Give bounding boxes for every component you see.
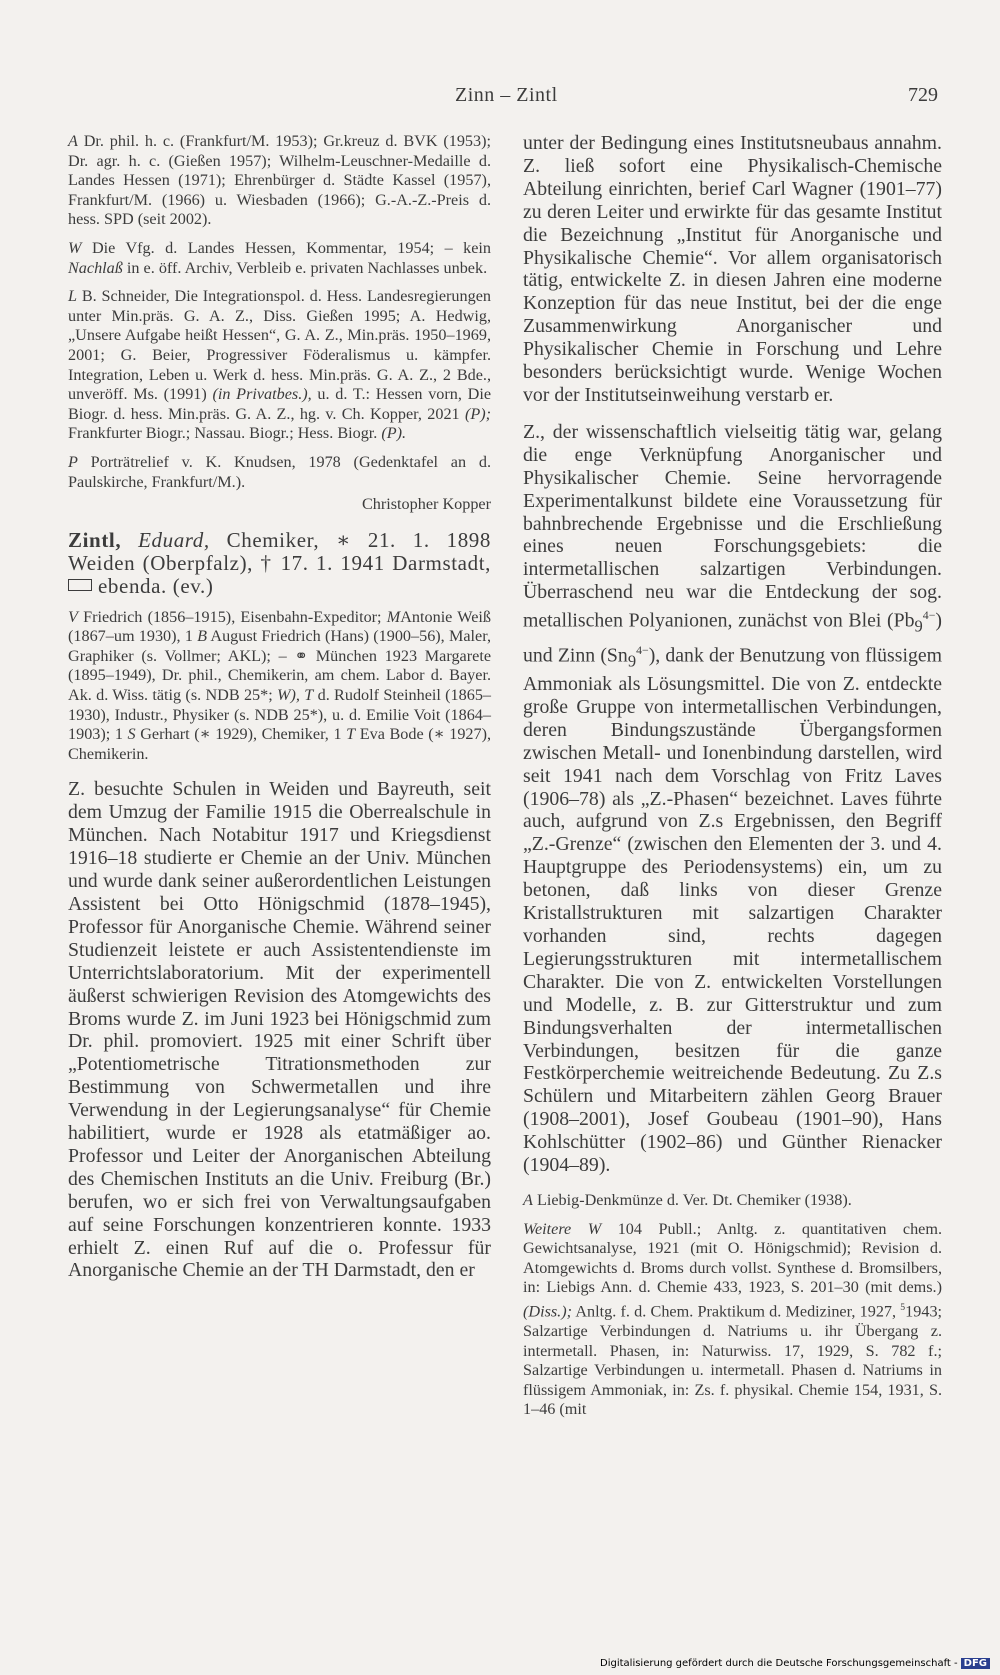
superscript: 4− <box>922 608 936 623</box>
award-paragraph <box>523 1191 942 1211</box>
further-works-text: 104 Publl.; Anltg. z. quantitativen chem. Gewichtsanalyse, 1921 (mit O. Hönigschmid); Revision d. Atomgewichts d. Broms durch vollst. Synthese d. Bromsilbers, in: Liebigs Ann. d. Chemie 433, 1923, S. 201–30 (mit dems.) <box>523 1219 942 1297</box>
works-paragraph <box>68 239 491 278</box>
body-text: ) und Zinn (Sn <box>523 609 942 667</box>
family-label-t: T <box>304 686 314 705</box>
award-label: A <box>523 1190 533 1209</box>
portraits-label: P <box>68 452 78 471</box>
literature-italic-1: (in Privatbes.), <box>212 385 312 404</box>
page-number: 729 <box>908 84 938 106</box>
entry-surname: Zintl, <box>68 527 122 552</box>
entry-life-dates: Chemiker, ∗ 21. 1. 1898 Weiden (Oberpfalz), † 17. 1. 1941 Darmstadt, <box>68 527 491 575</box>
further-works-paragraph <box>523 1220 942 1420</box>
family-text: Gerhart (∗ 1929), Chemiker, 1 <box>140 725 342 744</box>
edition-superscript: 5 <box>900 1301 906 1313</box>
author-signature: Christopher Kopper <box>361 495 491 514</box>
family-label-s: S <box>127 725 136 744</box>
family-text: Eva Bode (∗ 1927), Chemikerin. <box>68 725 492 763</box>
family-paragraph <box>68 608 491 765</box>
further-works-text: Anltg. f. d. Chem. Praktikum d. Mediziner, 1927, <box>575 1302 897 1321</box>
page-header <box>0 84 1000 114</box>
family-label-t2: T <box>346 725 356 744</box>
superscript: 4− <box>636 642 649 657</box>
biography-body-right-1: unter der Bedingung eines Institutsneubaus annahm. Z. ließ sofort eine Physikalisch-Chemische Abteilung einrichten, berief Carl Wagner (1901–77) zu deren Leiter und erwirkte für das gesamte Institut die Bezeichnung „Institut für Anorganische und Physikalische Chemie“. Vor allem organisatorisch tätig, entwickelte Z. in diesen Jahren eine moderne Konzeption für das neue Institut, bei der die enge Zusammenwirkung Anorganischer und Physikalischer Chemie in Forschung und Lehre besonders berücksichtigt wurde. Wenige Wochen vor der Institutseinweihung verstarb er. <box>523 132 942 406</box>
award-text: Liebig-Denkmünze d. Ver. Dt. Chemiker (1938). <box>536 1190 852 1209</box>
literature-text-3: Frankfurter Biogr.; Nassau. Biogr.; Hess. Biogr. <box>68 424 378 443</box>
literature-text-1: B. Schneider, Die Integrationspol. d. Hess. Landesregierungen unter Min.präs. G. A. Z., Diss. Gießen 1995; A. Hedwig, „Unsere Aufgabe heißt Hessen“, G. A. Z., Min.präs. 1950–1969, 2001; G. Beier, Progressiver Föderalismus u. kämpfer. Integration, Leben u. Werk d. hess. Min.präs. G. A. Z., 2 Bde., unveröff. Ms. (1991) <box>68 287 491 404</box>
further-works-italic: (Diss.); <box>523 1302 573 1321</box>
right-column <box>523 132 942 1420</box>
works-italic: Nachlaß <box>68 258 123 277</box>
family-text: Antonie Weiß (1867–um 1930), 1 <box>68 607 491 646</box>
entry-heading <box>68 529 491 598</box>
subscript: 9 <box>627 651 637 671</box>
digitization-footer <box>600 1658 990 1669</box>
family-text: Friedrich (1856–1915), Eisenbahn-Expeditor; <box>83 607 382 626</box>
biography-body-left: Z. besuchte Schulen in Weiden und Bayreuth, seit dem Umzug der Familie 1915 die Oberrealschule in München. Nach Notabitur 1917 und Kriegsdienst 1916–18 studierte er Chemie an der Univ. München und wurde dank seiner außerordentlichen Leistungen Assistent bei Otto Hönigschmid (1878–1945), Professor für Anorganische Chemie. Während seiner Studienzeit leistete er auch Assistentendienste im Unterrichtslaboratorium. Mit der experimentell äußerst schwierigen Revision des Atomgewichts des Broms wurde Z. im Juni 1923 bei Hönigschmid zum Dr. phil. promoviert. 1925 mit einer Schrift über „Potentiometrische Titrationsmethoden zur Bestimmung von Schwermetallen und ihre Verwendung in der Legierungsanalyse“ für Chemie habilitiert, wurde er 1928 als etatmäßiger ao. Professor und Leiter der Anorganischen Abteilung des Chemischen Instituts an die Univ. Freiburg (Br.) berufen, wo er sich frei von Verwaltungsaufgaben auf seine Forschungen konzentrieren konnte. 1933 erhielt Z. einen Ruf auf die o. Professur für Anorganische Chemie an der TH Darmstadt, den er <box>68 778 491 1282</box>
literature-paragraph <box>68 287 491 444</box>
left-column <box>68 132 491 1282</box>
family-label-w: W), <box>277 686 300 705</box>
awards-text: Dr. phil. h. c. (Frankfurt/M. 1953); Gr.kreuz d. BVK (1953); Dr. agr. h. c. (Gießen 1957); Wilhelm-Leuschner-Medaille d. Landes Hessen (1971); Ehrenbürger d. Städte Kassel (1957), Frankfurt/M. (1966) u. Wiesbaden (1966); G.-A.-Z.-Preis d. hess. SPD (seit 2002). <box>68 132 492 229</box>
running-title: Zinn – Zintl <box>455 84 558 106</box>
portraits-paragraph <box>68 453 491 492</box>
works-label: W <box>68 238 82 257</box>
works-text-1: Die Vfg. d. Landes Hessen, Kommentar, 1954; – kein <box>91 238 492 257</box>
literature-italic-3: (P). <box>381 424 407 443</box>
entry-burial: ebenda. (ev.) <box>98 573 214 598</box>
family-text: August Friedrich (Hans) (1900–56), Maler, Graphiker (s. Vollmer; AKL); – ⚭ München 1923 Margarete (1895–1949), Dr. phil., Chemikerin, am chem. Labor d. Bayer. Ak. d. Wiss. tätig (s. NDB 25*; <box>68 627 492 705</box>
family-label-m: M <box>386 607 401 626</box>
works-text-2: in e. öff. Archiv, Verbleib e. privaten Nachlasses unbek. <box>126 258 488 277</box>
literature-italic-2: (P); <box>464 404 492 423</box>
family-text: d. Rudolf Steinheil (1865–1930), Industr., Physiker (s. NDB 25*), u. d. Emilie Voit (1864–1903); 1 <box>68 686 492 744</box>
entry-given-name: Eduard, <box>138 527 210 552</box>
further-works-label: Weitere W <box>523 1219 602 1238</box>
literature-label: L <box>68 287 78 306</box>
further-works-text: 1943; Salzartige Verbindungen d. Natriums u. ihr Übergang z. intermetall. Phasen, in: Naturwiss. 17, 1929, S. 782 f.; Salzartige Verbindungen u. intermetall. Phasen d. Natriums in flüssigem Ammoniak, in: Zs. f. physikal. Chemie 154, 1931, S. 1–46 (mit <box>523 1302 943 1419</box>
grave-icon <box>68 579 92 591</box>
family-label-v: V <box>68 607 78 626</box>
body-text: Z., der wissenschaftlich vielseitig tätig war, gelang die enge Verknüpfung Anorganischer und Physikalischer Chemie. Seine hervorragende Experimentalkunst bildete eine Voraussetzung für bahnbrechende Ergebnisse und die Erschließung eines neuen Forschungsgebiets: die intermetallischen salzartigen Verbindungen. Überraschend neu war die Entdeckung der sog. metallischen Polyanionen, zunächst von Blei (Pb <box>523 420 942 632</box>
portraits-text: Porträtrelief v. K. Knudsen, 1978 (Gedenktafel an d. Paulskirche, Frankfurt/M.). <box>68 452 492 491</box>
literature-text-2: u. d. T.: Hessen vorn, Die Biogr. d. hess. Min.präs. G. A. Z., hg. v. Ch. Kopper, 2021 <box>68 385 491 423</box>
body-text: ), dank der Benutzung von flüssigem Ammoniak als Lösungsmittel. Die von Z. entdeckte große Gruppe von intermetallischen Verbindungen, deren Bindungszustände Übergangsformen zwischen Metall- und Ionenbindung darstellen, wird seit 1941 nach dem Vorschlag von Fritz Laves (1906–78) als „Z.-Phasen“ bezeichnet. Laves führte auch, aufgrund von Z.s Ergebnissen, den Begriff „Z.-Grenze“ (zwischen den Elementen der 3. und 4. Hauptgruppe des Periodensystems) ein, um zu betonen, daß links von dieser Grenze Kristallstrukturen mit salzartigen Charakter vorhanden sind, rechts dagegen Legierungsstrukturen mit intermetallischem Charakter. Die von Z. entwickelten Vorstellungen und Modelle, z. B. zur Gitterstruktur und zum Bindungsverhalten der intermetallischen Verbindungen, besitzen für die ganze Festkörperchemie weitreichende Bedeutung. Zu Z.s Schülern und Mitarbeitern zählen Georg Brauer (1908–2001), Josef Goubeau (1901–90), Hans Kohlschütter (1902–86) und Günther Rienacker (1904–89). <box>523 644 942 1177</box>
biography-body-right-2 <box>523 421 942 1177</box>
footer-text: Digitalisierung gefördert durch die Deutsche Forschungsgemeinschaft - <box>600 1658 958 1669</box>
subscript: 9 <box>914 616 923 636</box>
awards-label: A <box>68 132 78 150</box>
family-label-b: B <box>197 627 208 646</box>
dfg-logo: DFG <box>961 1658 990 1669</box>
awards-paragraph <box>68 132 491 230</box>
